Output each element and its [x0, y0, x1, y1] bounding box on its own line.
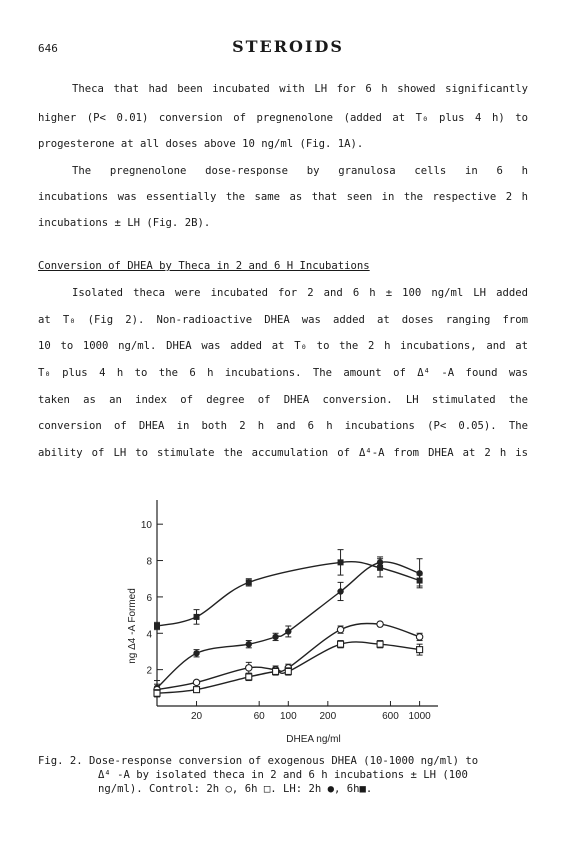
data-point [416, 570, 422, 576]
x-tick-label: 200 [319, 711, 337, 722]
data-point [416, 634, 422, 640]
x-axis-label: DHEA ng/ml [286, 734, 341, 745]
data-point [154, 623, 160, 629]
data-point [377, 559, 383, 565]
data-point [154, 690, 160, 696]
body-line: 10 to 1000 ng/ml. DHEA was added at T₀ to the 2 h incubations, and at [38, 340, 528, 352]
body-line: taken as an index of degree of DHEA conversion. LH stimulated the [38, 394, 528, 406]
page-number: 646 [38, 42, 58, 55]
data-point [273, 668, 279, 674]
data-point [377, 621, 383, 627]
body-line: conversion of DHEA in both 2 h and 6 h incubations (P< 0.05). The [38, 420, 528, 432]
data-point [193, 679, 199, 685]
body-line: Isolated theca were incubated for 2 and 6 h ± 100 ng/ml LH added [72, 287, 528, 299]
x-tick-label: 1000 [408, 711, 431, 722]
figure-caption-line: Δ⁴ -A by isolated theca in 2 and 6 h incubations ± LH (100 [98, 769, 468, 781]
data-point [246, 579, 252, 585]
body-line: incubations was essentially the same as that seen in the respective 2 h [38, 191, 528, 203]
data-point [338, 559, 344, 565]
body-line: The pregnenolone dose-response by granulosa cells in 6 h [72, 165, 528, 177]
data-point [246, 674, 252, 680]
y-tick-label: 2 [146, 665, 152, 677]
data-point [285, 628, 291, 634]
y-tick-label: 8 [146, 556, 152, 568]
x-tick-label: 600 [382, 711, 399, 722]
figure-caption-line: Fig. 2. Dose-response conversion of exogenous DHEA (10-1000 ng/ml) to [38, 755, 479, 767]
data-point [337, 626, 343, 632]
data-point [338, 641, 344, 647]
data-point [193, 650, 199, 656]
body-line: progesterone at all doses above 10 ng/ml (Fig. 1A). [38, 138, 364, 150]
dose-response-chart [0, 470, 576, 770]
body-line: at T₀ (Fig 2). Non-radioactive DHEA was added at doses ranging from [38, 314, 528, 326]
data-point [272, 634, 278, 640]
data-point [246, 641, 252, 647]
y-tick-label: 10 [140, 520, 152, 532]
y-axis-label: ng Δ4 -A Formed [127, 588, 138, 664]
body-line: higher (P< 0.01) conversion of pregnenolone (added at T₀ plus 4 h) to [38, 112, 528, 124]
data-point [194, 614, 200, 620]
y-tick-label: 4 [146, 629, 152, 641]
body-line: Theca that had been incubated with LH for 6 h showed significantly [72, 83, 528, 95]
data-point [285, 668, 291, 674]
data-point [246, 665, 252, 671]
data-point [337, 588, 343, 594]
x-tick-label: 20 [190, 711, 203, 722]
data-point [417, 647, 423, 653]
x-tick-label: 100 [279, 711, 297, 722]
body-line: T₀ plus 4 h to the 6 h incubations. The amount of Δ⁴ -A found was [38, 367, 528, 379]
data-point [377, 641, 383, 647]
x-tick-label: 60 [253, 711, 265, 722]
body-line: incubations ± LH (Fig. 2B). [38, 217, 211, 229]
y-tick-label: 6 [146, 592, 152, 604]
journal-title: STEROIDS [232, 37, 344, 56]
section-heading: Conversion of DHEA by Theca in 2 and 6 H Incubations [38, 260, 370, 272]
data-point [194, 687, 200, 693]
body-line: ability of LH to stimulate the accumulation of Δ⁴-A from DHEA at 2 h is [38, 447, 528, 459]
figure-caption-line: ng/ml). Control: 2h ○, 6h □. LH: 2h ●, 6h■. [98, 783, 373, 795]
